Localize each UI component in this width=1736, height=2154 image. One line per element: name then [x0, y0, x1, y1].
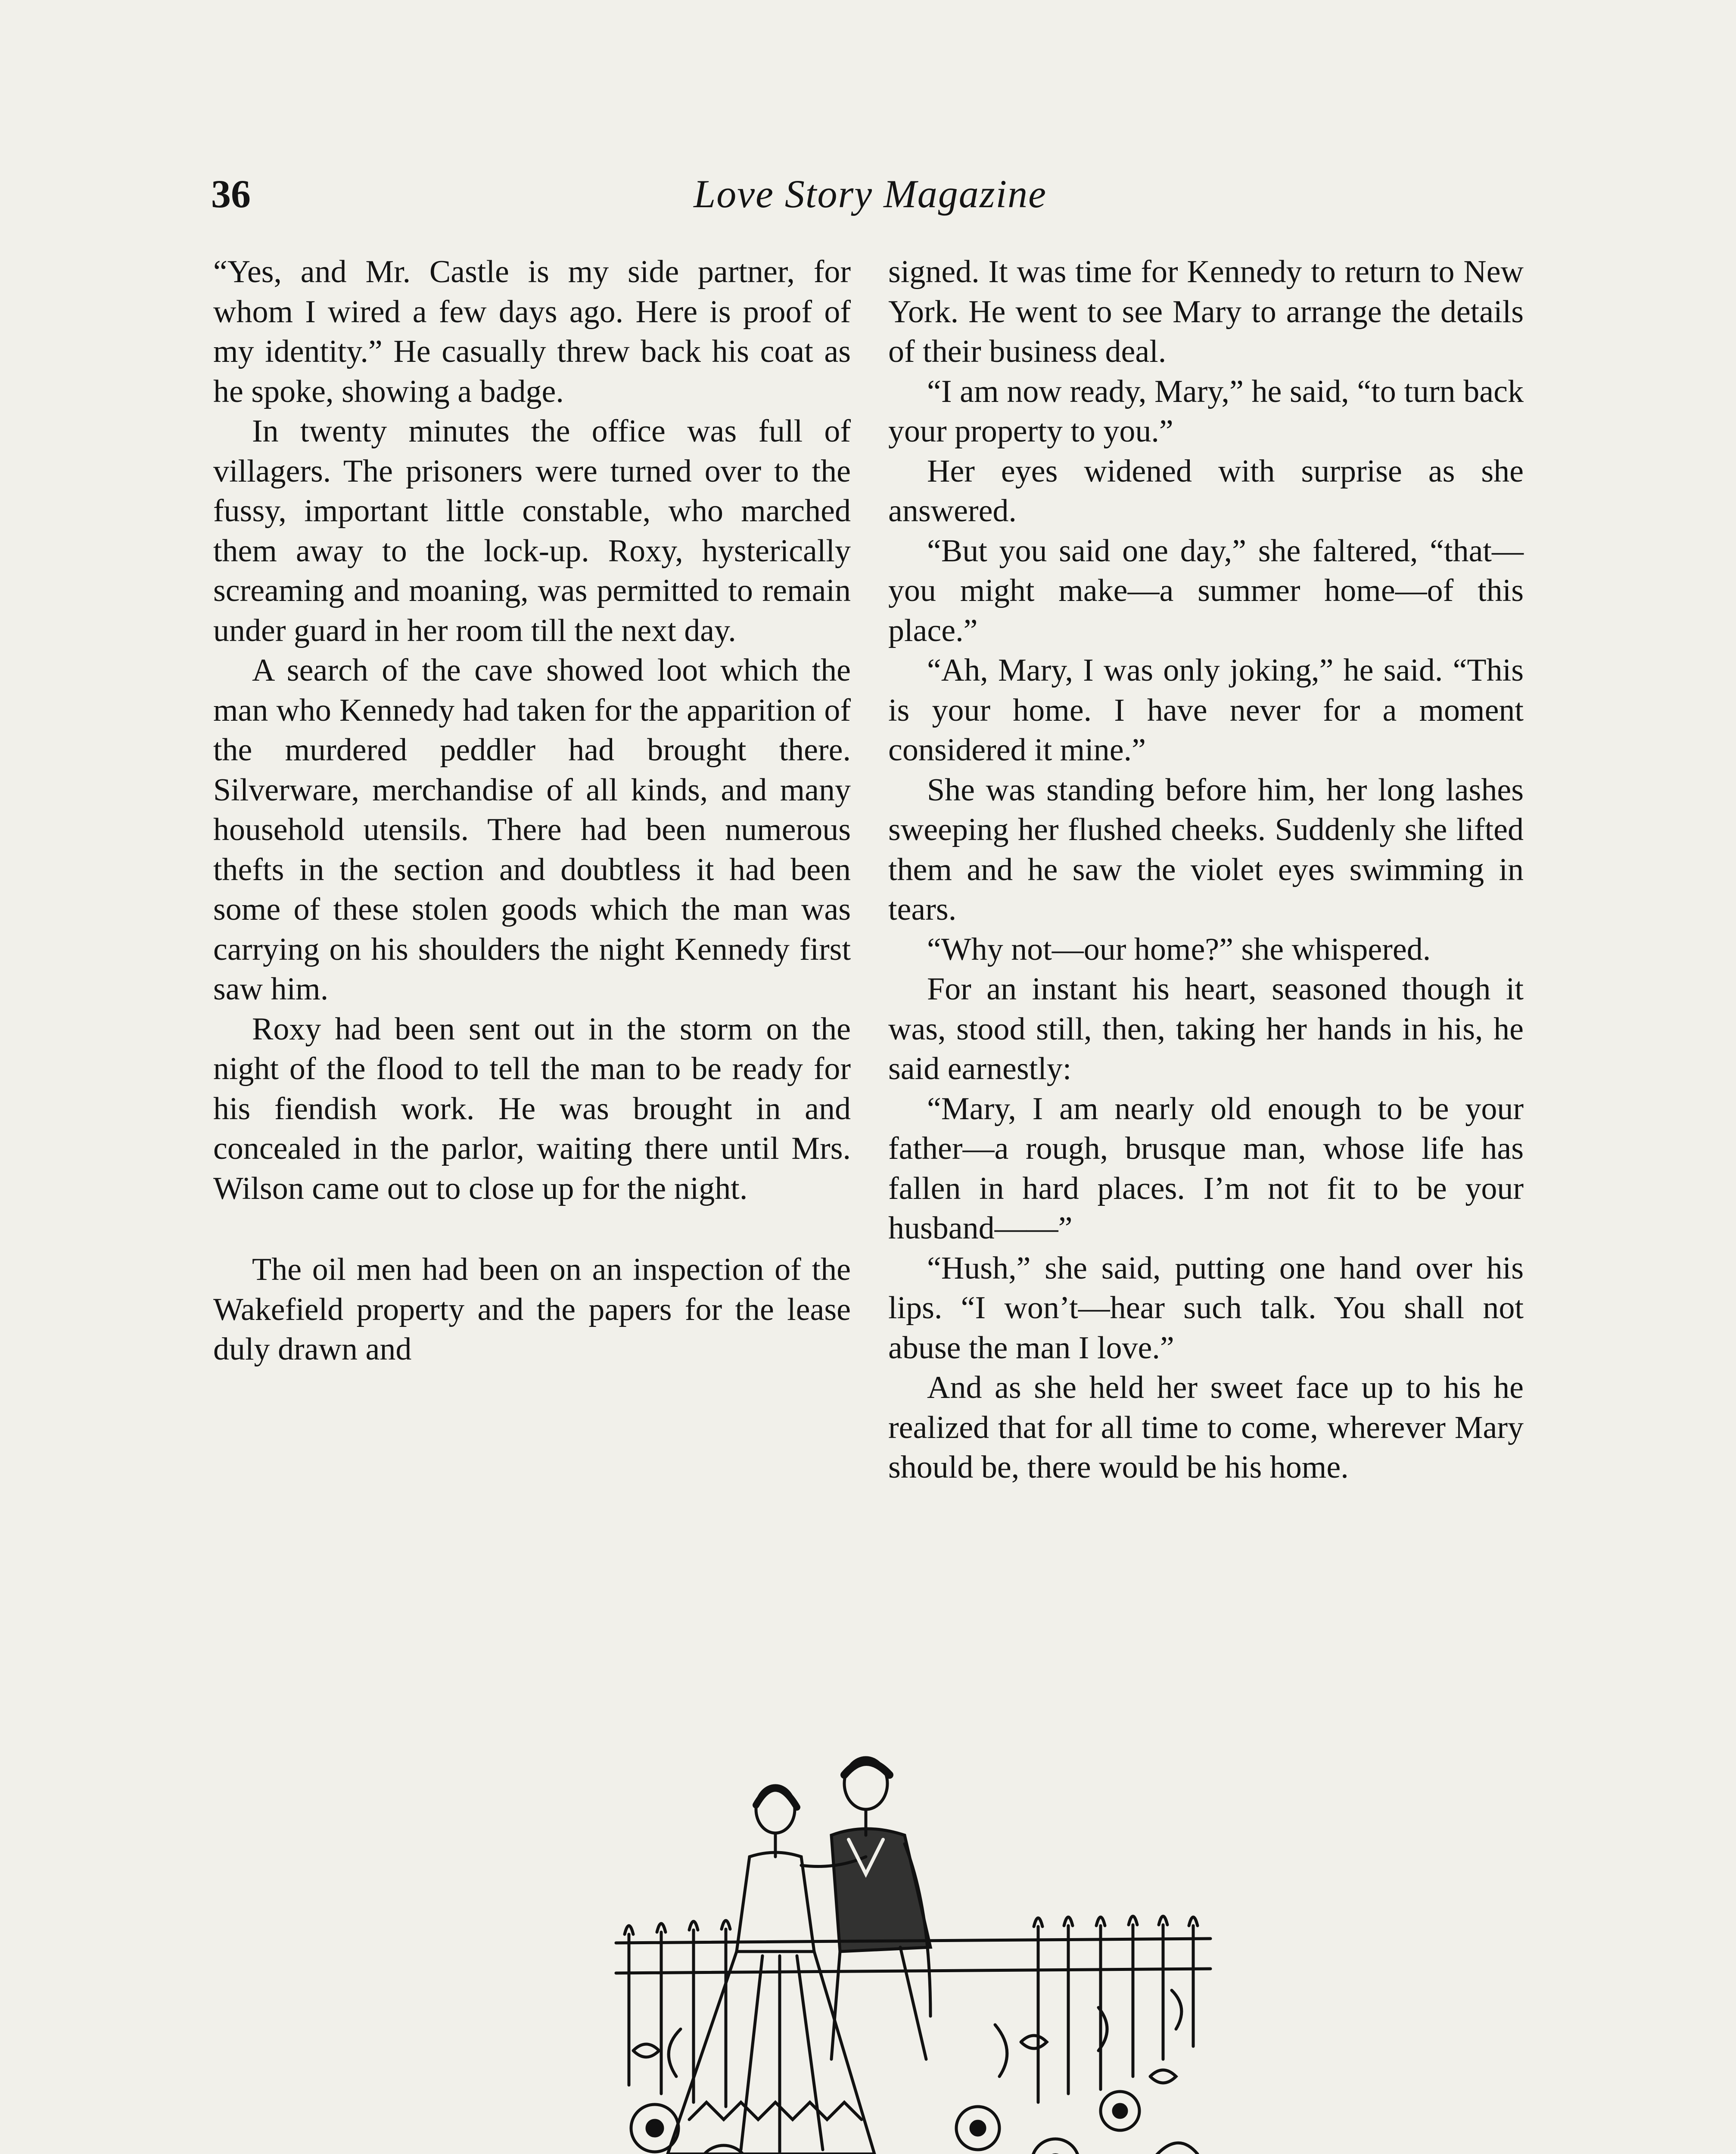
left-text-column	[213, 252, 851, 1370]
couple-at-fence-illustration-icon	[590, 1749, 1236, 2154]
paragraph: And as she held her sweet face up to his he realized that for all time to come, wherever Mary should be, there would be his home.	[888, 1370, 1524, 1485]
paragraph: Her eyes widened with surprise as she answered.	[888, 453, 1524, 529]
paragraph: “Yes, and Mr. Castle is my side partner, for whom I wired a few days ago. Here is proof of my identity.” He casually threw back his coat as he spoke, showing a badge.	[213, 254, 851, 409]
paragraph: signed. It was time for Kennedy to return to New York. He went to see Mary to arrange the details of their business deal.	[888, 254, 1524, 369]
page-number: 36	[211, 172, 251, 216]
paragraph: “Hush,” she said, putting one hand over his lips. “I won’t—hear such talk. You shall not abuse the man I love.”	[888, 1250, 1524, 1366]
paragraph: Roxy had been sent out in the storm on the night of the flood to tell the man to be ready for his fiendish work. He was brought in and concealed in the parlor, waiting there until Mrs. Wilson came out to close up for the night.	[213, 1011, 851, 1206]
paragraph: “But you said one day,” she faltered, “that—you might make—a summer home—of this place.”	[888, 533, 1524, 648]
paragraph: “Ah, Mary, I was only joking,” he said. “This is your home. I have never for a moment considered it mine.”	[888, 653, 1524, 768]
paragraph: She was standing before him, her long lashes sweeping her flushed cheeks. Suddenly she lifted them and he saw the violet eyes swimming in tears.	[888, 772, 1524, 927]
paragraph: “Why not—our home?” she whispered.	[927, 931, 1431, 967]
paragraph: The oil men had been on an inspection of the Wakefield property and the papers for the lease duly drawn and	[213, 1252, 851, 1367]
paragraph: “I am now ready, Mary,” he said, “to turn back your property to you.”	[888, 374, 1524, 449]
paragraph: In twenty minutes the office was full of villagers. The prisoners were turned over to the fussy, important little constable, who marched them away to the lock-up. Roxy, hysterically screaming and moaning, was permitted to remain under guard in her room till the next day.	[213, 414, 851, 648]
paragraph: “Mary, I am nearly old enough to be your father—a rough, brusque man, whose life has fallen in hard places. I’m not fit to be your husband——”	[888, 1091, 1524, 1246]
paragraph: A search of the cave showed loot which the man who Kennedy had taken for the apparition of the murdered peddler had brought there. Silverware, merchandise of all kinds, and many household utensils. There had been numerous thefts in the section and doubtless it had been some of these stolen goods which the man was carrying on his shoulders the night Kennedy first saw him.	[213, 653, 851, 1007]
paragraph: For an instant his heart, seasoned though it was, stood still, then, taking her hands in his, he said earnestly:	[888, 971, 1524, 1086]
running-title: Love Story Magazine	[694, 172, 1047, 216]
right-text-column	[888, 252, 1524, 1488]
page-header	[211, 168, 1529, 228]
